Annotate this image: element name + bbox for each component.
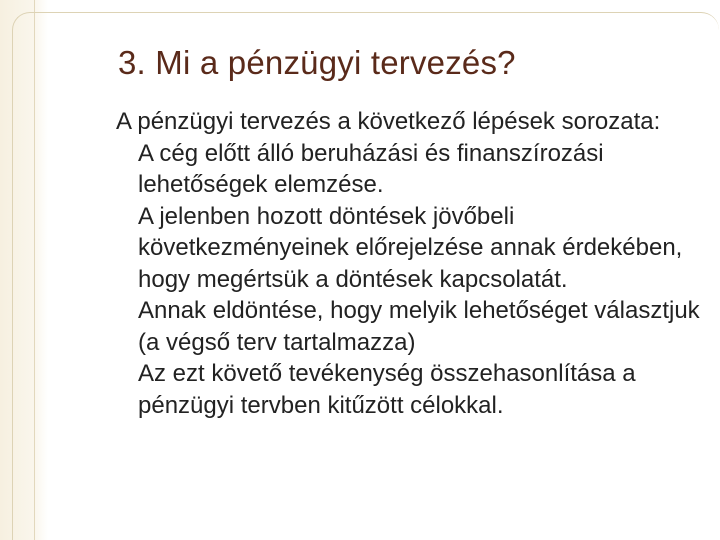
- bullet-item: [116, 138, 706, 201]
- slide-title: 3. Mi a pénzügyi tervezés?: [118, 44, 516, 81]
- intro-text: A pénzügyi tervezés a következő lépések sorozata:: [116, 108, 661, 135]
- bullet-text: Annak eldöntése, hogy melyik lehetőséget választjuk (a végső terv tartalmazza): [138, 297, 700, 356]
- slide-body: [116, 106, 706, 421]
- bullet-item: [116, 358, 706, 421]
- bullet-list: [116, 138, 706, 422]
- bullet-text: Az ezt követő tevékenység összehasonlítása a pénzügyi tervben kitűzött célokkal.: [138, 360, 636, 419]
- bullet-item: [116, 295, 706, 358]
- bullet-text: A jelenben hozott döntések jövőbeli következményeinek előrejelzése annak érdekében, hogy megértsük a döntések kapcsolatát.: [138, 202, 683, 293]
- bullet-item: [116, 201, 706, 296]
- bullet-text: A cég előtt álló beruházási és finanszírozási lehetőségek elemzése.: [138, 139, 604, 198]
